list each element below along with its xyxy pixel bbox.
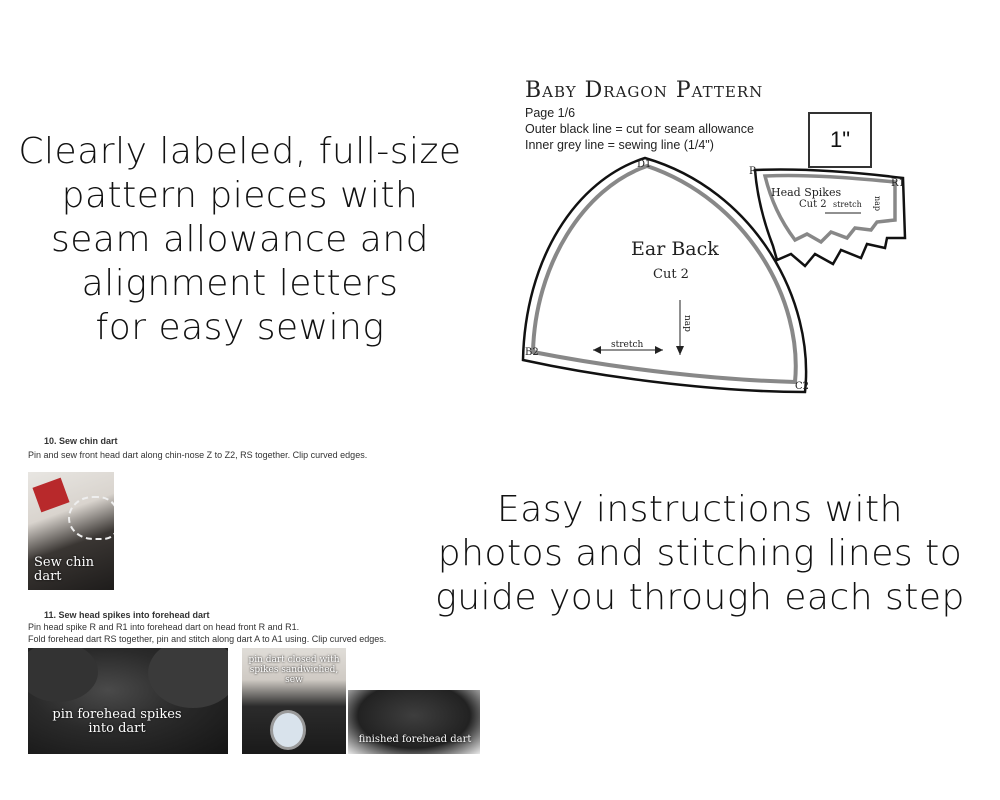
head-spikes-piece: [749, 166, 905, 266]
step-11-photo-2-label: pin dart closed with spikes sandwiched, sew: [248, 655, 340, 685]
ear-back-label-b2: B2: [525, 347, 539, 358]
step-10-title: 10. Sew chin dart: [44, 436, 118, 446]
head-spikes-label-r: R: [749, 166, 757, 177]
head-spikes-nap: nap: [873, 196, 882, 212]
caption-line: for easy sewing: [95, 306, 385, 348]
ear-back-stretch: stretch: [611, 340, 644, 350]
head-spikes-cut: Cut 2: [799, 199, 827, 210]
step-11-photo-1: [28, 648, 228, 754]
head-spikes-stretch: stretch: [833, 200, 862, 209]
step-11-title: 11. Sew head spikes into forehead dart: [44, 610, 210, 620]
head-spikes-name: Head Spikes: [771, 186, 842, 199]
step-11-photo-3: [348, 690, 480, 754]
pattern-outer-line-note: Outer black line = cut for seam allowance: [525, 122, 754, 136]
ear-back-cut: Cut 2: [653, 267, 689, 282]
caption-instruction-features: [400, 488, 1000, 620]
step-11-photo-1-label: pin forehead spikes into dart: [52, 707, 182, 737]
step-11-photo-2: [242, 648, 346, 754]
step-11-text-2: Fold forehead dart RS together, pin and stitch along dart A to A1 using. Clip curved edges.: [28, 634, 387, 644]
caption-line: alignment letters: [81, 262, 399, 304]
head-spikes-label-r1: R1: [891, 178, 905, 189]
caption-line: Easy instructions with: [497, 489, 903, 530]
caption-line: guide you through each step: [435, 576, 965, 618]
ear-back-name: Ear Back: [631, 238, 719, 260]
ear-back-label-c2: C2: [795, 381, 810, 392]
ear-back-label-d1: D1: [637, 159, 652, 170]
caption-pattern-features: [0, 130, 480, 350]
pattern-sheet: [515, 70, 915, 400]
pattern-page-number: Page 1/6: [525, 106, 576, 120]
pattern-pieces: [515, 70, 915, 400]
step-11-photo-3-label: finished forehead dart: [358, 734, 472, 745]
scale-box: 1": [808, 112, 872, 168]
pattern-inner-line-note: Inner grey line = sewing line (1/4"): [525, 138, 714, 152]
step-10-photo: [28, 472, 114, 590]
ear-back-nap: nap: [682, 315, 692, 332]
step-11-text-1: Pin head spike R and R1 into forehead dart on head front R and R1.: [28, 622, 300, 632]
caption-line: photos and stitching lines to: [437, 532, 963, 574]
pattern-title: Baby Dragon Pattern: [525, 78, 764, 103]
step-10-photo-label: Sew chin dart: [34, 555, 95, 585]
caption-line: Clearly labeled, full-size: [18, 131, 462, 172]
step-10-text: Pin and sew front head dart along chin-nose Z to Z2, RS together. Clip curved edges.: [28, 450, 368, 460]
caption-line: seam allowance and: [51, 218, 429, 260]
caption-line: pattern pieces with: [61, 174, 419, 216]
